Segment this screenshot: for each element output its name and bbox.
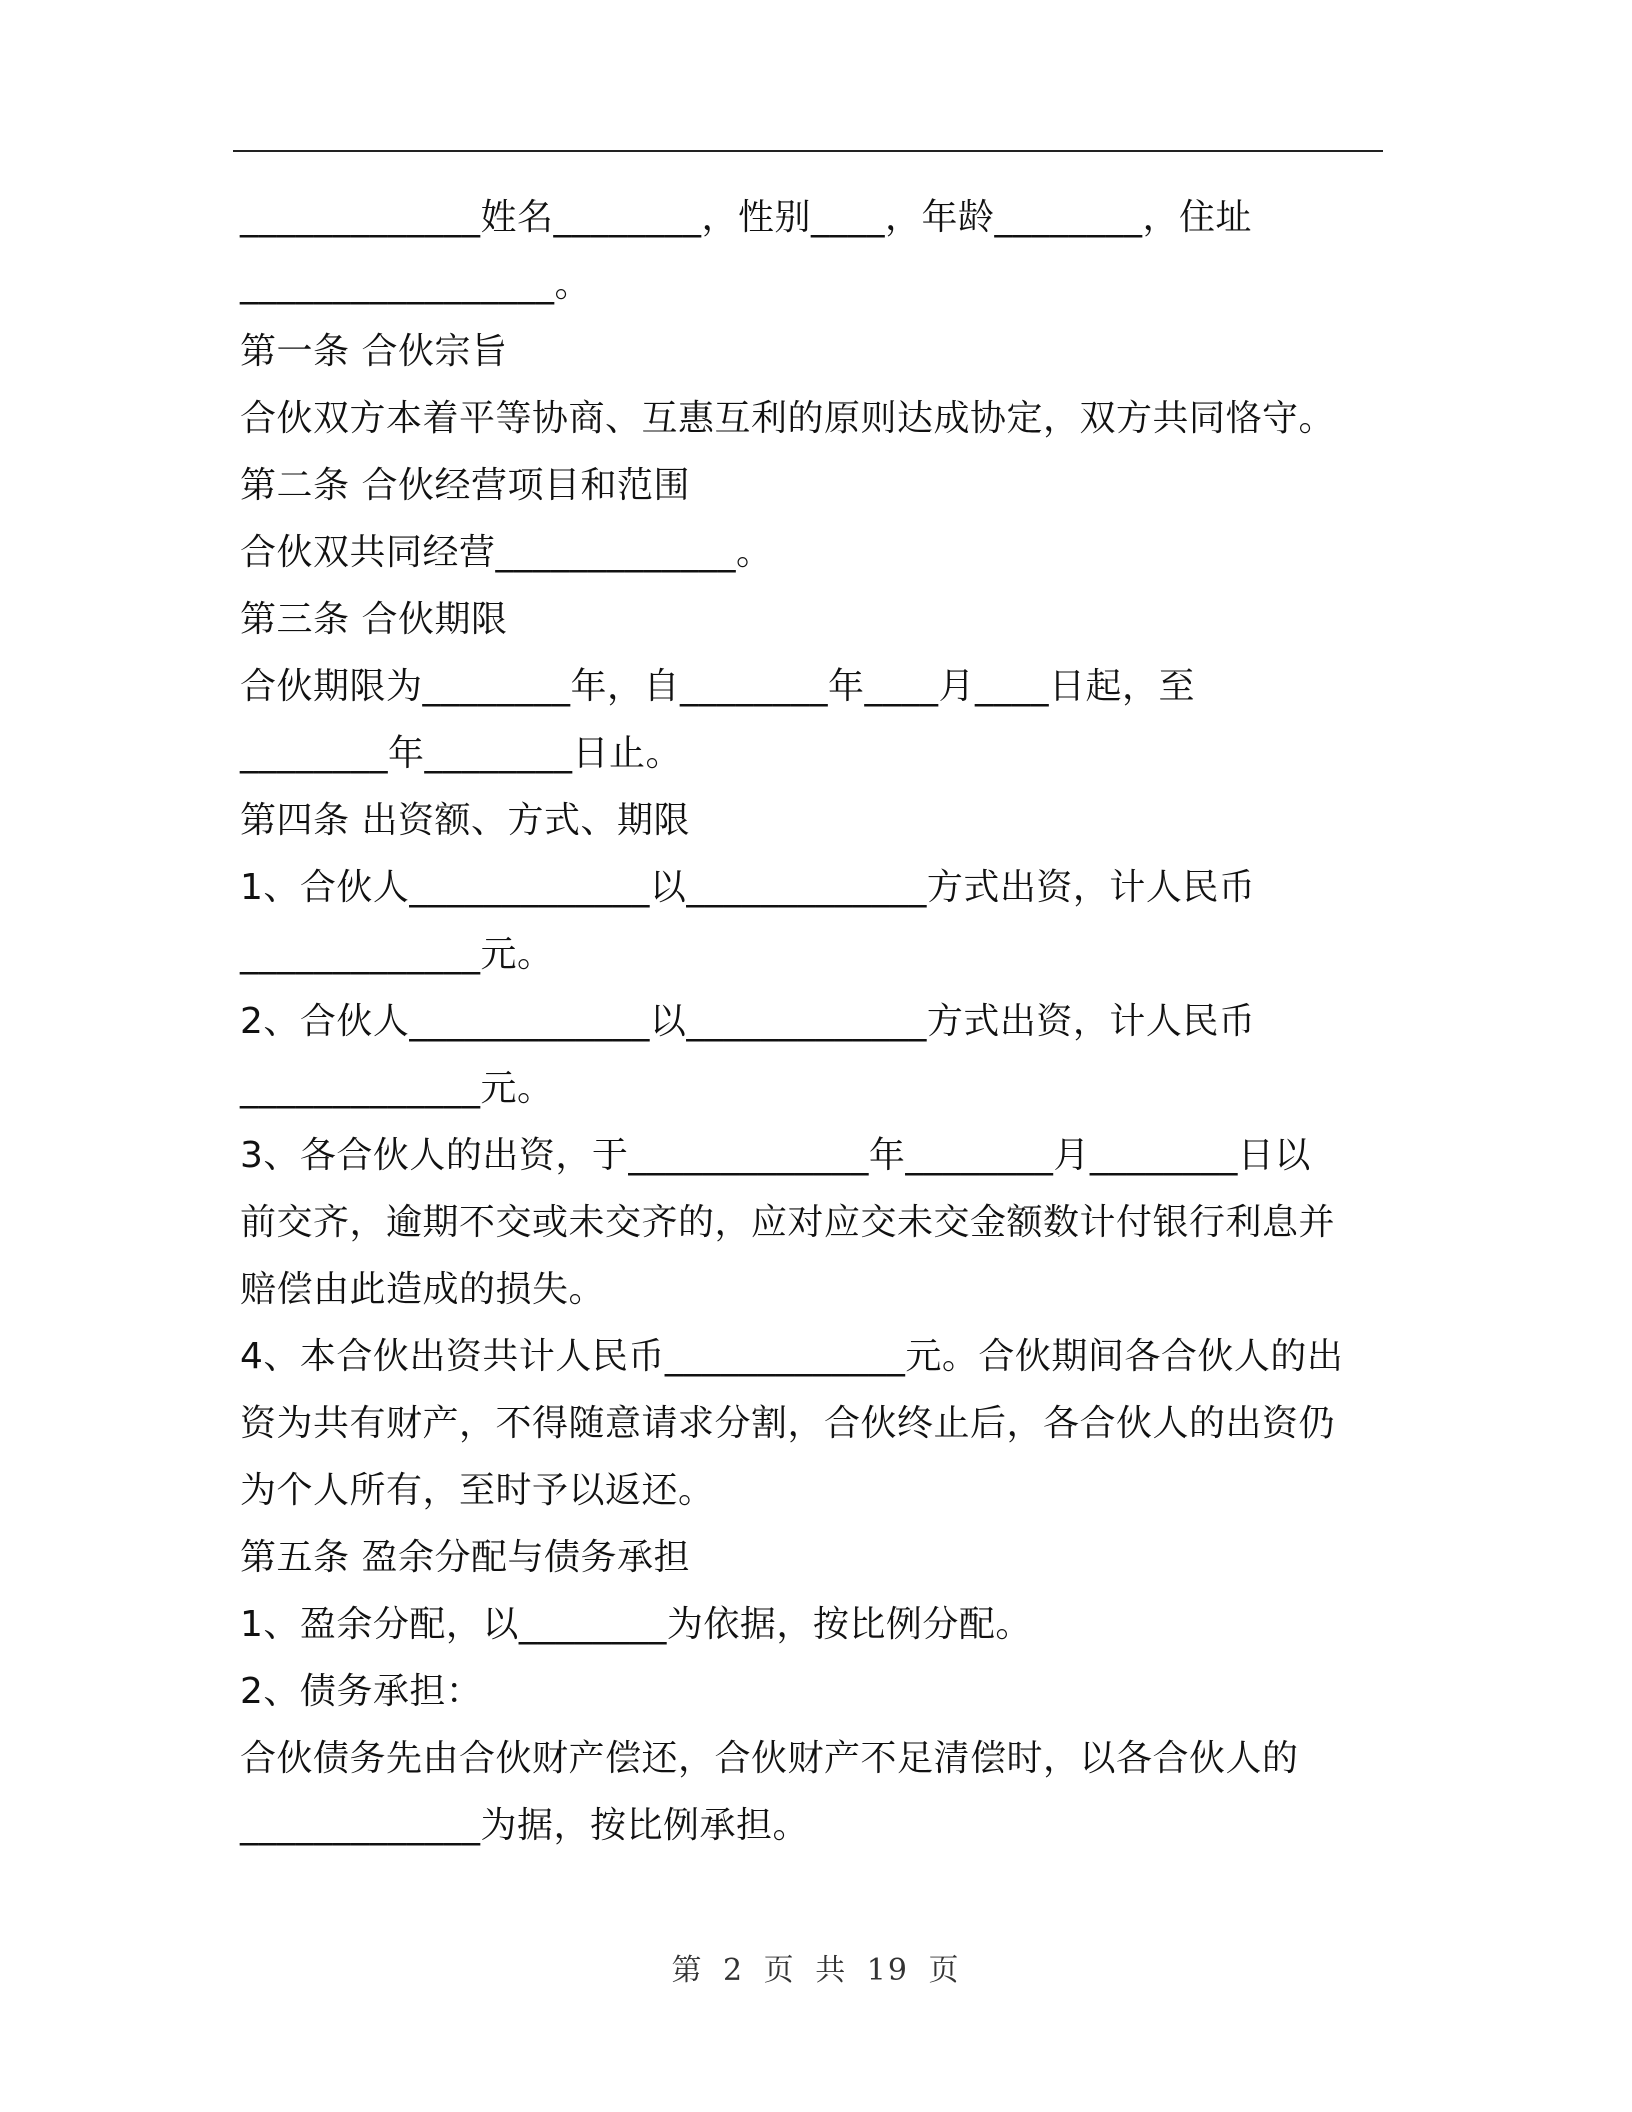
- body-line: _________________。: [240, 264, 591, 305]
- body-line: 前交齐，逾期不交或未交齐的，应对应交未交金额数计付银行利息并: [240, 1202, 1336, 1243]
- body-line: ________年________日止。: [240, 733, 683, 774]
- body-line: 4、本合伙出资共计人民币_____________元。合伙期间各合伙人的出: [240, 1336, 1344, 1377]
- body-line: _____________元。: [240, 1068, 554, 1109]
- section-heading: 第三条 合伙期限: [240, 599, 508, 640]
- body-line: 赔偿由此造成的损失。: [240, 1269, 606, 1310]
- body-line: 2、合伙人_____________以_____________方式出资，计人民币: [240, 1001, 1256, 1042]
- section-heading: 第五条 盈余分配与债务承担: [240, 1537, 690, 1578]
- body-line: 合伙期限为________年，自________年____月____日起，至: [240, 666, 1196, 707]
- body-line: 资为共有财产，不得随意请求分割，合伙终止后，各合伙人的出资仍: [240, 1403, 1336, 1444]
- body-line: 合伙双共同经营_____________。: [240, 532, 773, 573]
- body-line: 2、债务承担：: [240, 1671, 483, 1712]
- body-line: 合伙双方本着平等协商、互惠互利的原则达成协定，双方共同恪守。: [240, 398, 1336, 439]
- body-line: _____________姓名________，性别____，年龄________，住址: [240, 197, 1253, 238]
- body-line: _____________元。: [240, 934, 554, 975]
- section-heading: 第二条 合伙经营项目和范围: [240, 465, 690, 506]
- body-line: 为个人所有，至时予以返还。: [240, 1470, 715, 1511]
- section-heading: 第一条 合伙宗旨: [240, 331, 508, 372]
- body-line: 合伙债务先由合伙财产偿还，合伙财产不足清偿时，以各合伙人的: [240, 1738, 1299, 1779]
- document-body: [240, 184, 1390, 1859]
- body-line: 1、盈余分配，以________为依据，按比例分配。: [240, 1604, 1032, 1645]
- page-number: 第 2 页 共 19 页: [671, 1953, 961, 1988]
- body-line: _____________为据，按比例承担。: [240, 1805, 810, 1846]
- header-divider: [233, 150, 1383, 152]
- body-line: 1、合伙人_____________以_____________方式出资，计人民币: [240, 867, 1256, 908]
- section-heading: 第四条 出资额、方式、期限: [240, 800, 690, 841]
- body-line: 3、各合伙人的出资，于_____________年________月________日以: [240, 1135, 1311, 1176]
